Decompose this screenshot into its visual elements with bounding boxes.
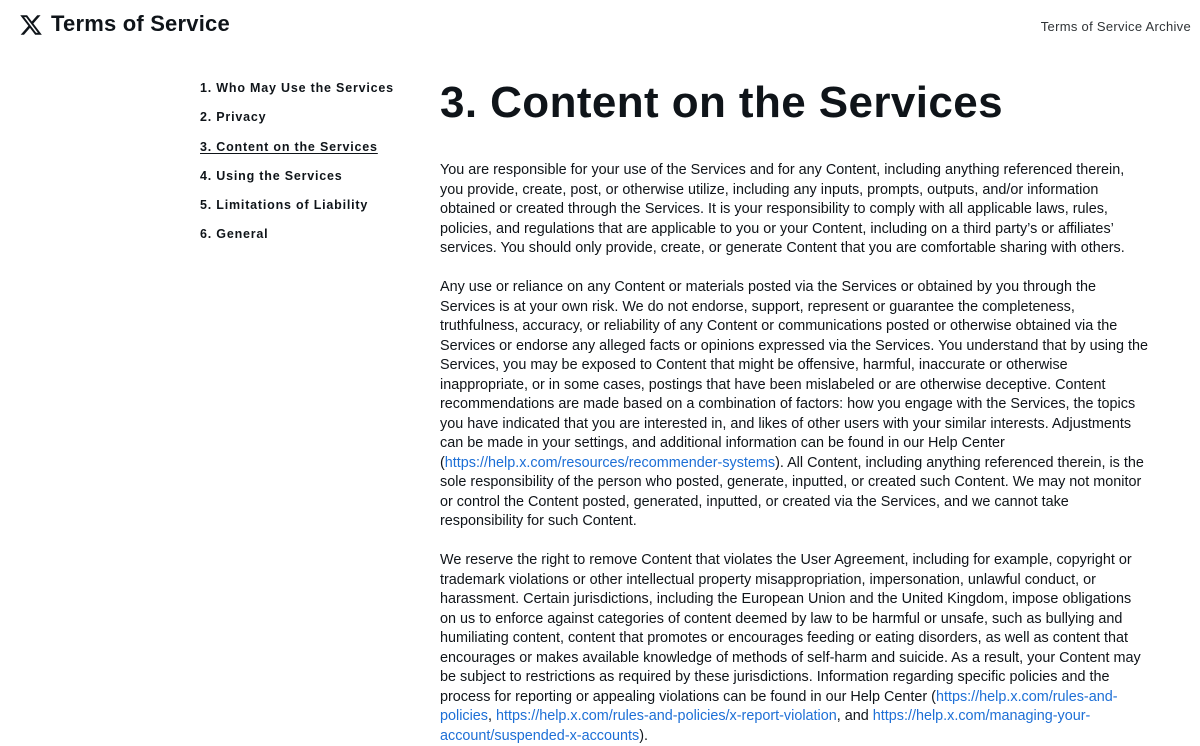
report-violation-link[interactable]: https://help.x.com/rules-and-policies/x-report-violation [496, 708, 837, 724]
paragraph-responsibility: You are responsible for your use of the Services and for any Content, including anything referenced therein, you provide, create, post, or otherwise utilize, including any inputs, prompts, outputs, and/or information obtained or created through the Services. It is your responsibility to comply with all applicable laws, rules, policies, and regulations that are applicable to you or your Content, including on a third party’s or affiliates’ services. You should only provide, create, or generate Content that you are comfortable sharing with others. [440, 162, 1125, 256]
nav-item-privacy[interactable] [200, 107, 410, 136]
recommender-systems-link[interactable]: https://help.x.com/resources/recommender-systems [444, 454, 776, 471]
separator-text: , and [836, 708, 873, 724]
nav-item-label: 1. Who May Use the Services [200, 81, 394, 95]
paragraph-removal [440, 551, 1150, 746]
nav-item-label: 6. General [200, 227, 269, 242]
paragraph-text: ). All Content, including anything referenced therein, is the sole responsibility of the person who posted, generate, inputted, or created such Content. We may not monitor or control the Content posted, generated, inputted, or created via the Services, and we cannot take responsibility for such Content. [440, 454, 1144, 529]
nav-item-limitations[interactable] [200, 195, 410, 224]
paragraph-reliance [440, 278, 1150, 532]
x-logo-icon[interactable] [19, 13, 43, 37]
nav-item-label: 3. Content on the Services [200, 139, 378, 154]
paragraph-text: We reserve the right to remove Content that violates the User Agreement, including for example, copyright or trademark violations or other intellectual property misappropriation, impersonation, unlawful conduct, or harassment. Certain jurisdictions, including the European Union and the United Kingdom, impose obligations on us to enforce against categories of content deemed by law to be harmful or unsafe, such as bullying and humiliating content, content that promotes or encourages feeding or eating disorders, as well as content that encourages or makes available knowledge of methods of self-harm and suicide. As a result, your Content may be subject to restrictions as required by these jurisdictions. Information regarding specific policies and the process for reporting or appealing violations can be found in our Help Center ( [440, 552, 1141, 705]
top-bar [0, 0, 1200, 56]
nav-item-who-may-use[interactable] [200, 78, 410, 107]
nav-item-label: 5. Limitations of Liability [200, 198, 369, 213]
nav-item-content[interactable] [200, 137, 410, 166]
rules-and-policies-link[interactable]: https://help.x.com/rules-and-policies [440, 688, 1118, 724]
nav-item-label: 4. Using the Services [200, 168, 343, 183]
page-header-title: Terms of Service [51, 11, 230, 36]
terms-archive-link[interactable]: Terms of Service Archive [1040, 19, 1191, 34]
paragraph-text: ). [639, 727, 648, 744]
section-title: 3. Content on the Services [440, 78, 1003, 127]
section-nav [200, 78, 410, 254]
nav-item-using[interactable] [200, 166, 410, 195]
main-content [440, 75, 1150, 746]
nav-item-general[interactable] [200, 224, 410, 253]
paragraph-text: Any use or reliance on any Content or materials posted via the Services or obtained by you through the Services is at your own risk. We do not endorse, support, represent or guarantee the completeness, truthfulness, accuracy, or reliability of any Content or communications posted or otherwise obtained via the Services or endorse any alleged facts or opinions expressed via the Services. You understand that by using the Services, you may be exposed to Content that might be offensive, harmful, inaccurate or otherwise inappropriate, or in some cases, postings that have been mislabeled or are otherwise deceptive. Content recommendations are made based on a combination of factors: how you engage with the Services, the topics you have indicated that you are interested in, and likes of other users with your similar interests. Adjustments can be made in your settings, and additional information can be found in our Help Center ( [440, 279, 1148, 471]
suspended-accounts-link[interactable]: https://help.x.com/managing-your-account/suspended-x-accounts [440, 708, 1091, 744]
separator-text: , [488, 708, 496, 724]
nav-item-label: 2. Privacy [200, 110, 267, 125]
